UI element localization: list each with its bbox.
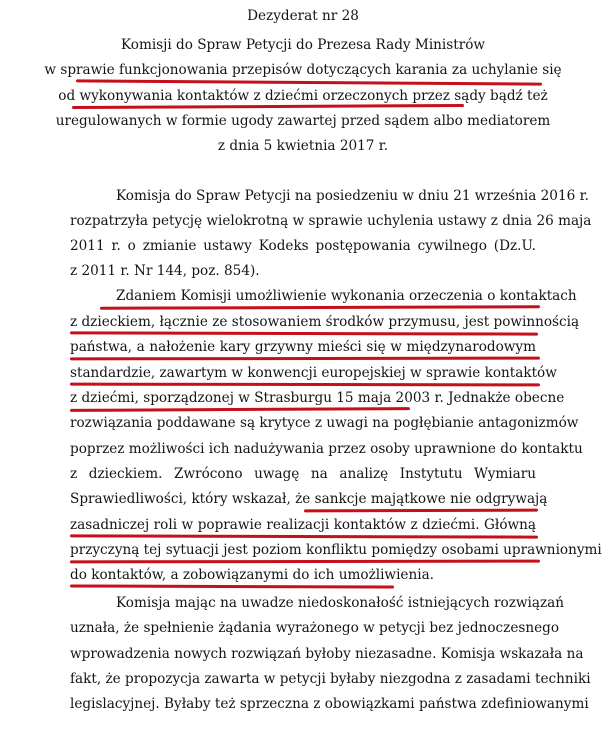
highlight-underline <box>70 560 540 564</box>
highlight-underline <box>70 383 540 387</box>
highlight-underline <box>304 509 538 513</box>
paragraph-line: poprzez możliwości ich nadużywania przez osoby uprawnione do kontaktu <box>70 441 583 457</box>
paragraph-line: Komisja do Spraw Petycji na posiedzeniu w dniu 21 września 2016 r. <box>116 188 589 204</box>
paragraph-line: standardzie, zawartym w konwencji europejskiej w sprawie kontaktów <box>70 365 557 381</box>
paragraph-line: 2011 r. o zmianie ustawy Kodeks postępowania cywilnego (Dz.U. <box>70 238 536 254</box>
paragraph-line: uznała, że spełnienie żądania wyrażonego w petycji bez jednoczesnego <box>70 620 560 636</box>
paragraph-line: z 2011 r. Nr 144, poz. 854). <box>70 263 260 279</box>
document-title: Dezyderat nr 28 <box>247 8 359 24</box>
paragraph-line: rozpatrzyła petycję wielokrotną w sprawie uchylenia ustawy z dnia 26 maja <box>70 213 592 229</box>
paragraph-line: z dziećmi, sporządzonej w Strasburgu 15 maja 2003 r. Jednakże obecne <box>70 390 565 406</box>
highlight-underline <box>70 407 410 412</box>
header-line: w sprawie funkcjonowania przepisów dotyczących karania za uchylanie się <box>44 62 562 78</box>
highlight-underline <box>100 305 540 310</box>
paragraph-line: Zdaniem Komisji umożliwienie wykonania orzeczenia o kontaktach <box>116 288 577 304</box>
highlight-underline <box>70 331 538 335</box>
highlight-underline <box>70 584 394 588</box>
highlight-underline <box>76 79 542 85</box>
paragraph-line: wprowadzenia nowych rozwiązań byłoby niezasadne. Komisja wskazała na <box>70 646 584 662</box>
header-line: uregulowanych w formie ugody zawartej przed sądem albo mediatorem <box>55 113 551 129</box>
highlight-underline <box>72 104 464 109</box>
header-line: z dnia 5 kwietnia 2017 r. <box>217 138 389 154</box>
header-line: od wykonywania kontaktów z dziećmi orzeczonych przez sądy bądź też <box>58 88 548 104</box>
paragraph-line: fakt, że propozycja zawarta w petycji byłaby niezgodna z zasadami techniki <box>70 671 591 687</box>
highlight-underline <box>70 534 538 538</box>
paragraph-line: rozwiązania poddawane są krytyce z uwagi na pogłębianie antagonizmów <box>70 415 579 431</box>
paragraph-line: z dzieckiem. Zwrócono uwagę na analizę Instytutu Wymiaru <box>70 466 536 482</box>
paragraph-line: z dzieckiem, łącznie ze stosowaniem środków przymusu, jest powinnością <box>70 314 580 330</box>
paragraph-line: do kontaktów, a zobowiązanymi do ich umożliwienia. <box>70 567 434 583</box>
paragraph-line: przyczyną tej sytuacji jest poziom konfliktu pomiędzy osobami uprawnionymi <box>70 542 602 558</box>
paragraph-line: legislacyjnej. Byłaby też sprzeczna z obowiązkami państwa zdefiniowanymi <box>70 696 589 712</box>
paragraph-line: Komisja mając na uwadze niedoskonałość istniejących rozwiązań <box>116 595 564 611</box>
paragraph-line: zasadniczej roli w poprawie realizacji kontaktów z dziećmi. Główną <box>70 517 536 533</box>
header-line: Komisji do Spraw Petycji do Prezesa Rady Ministrów <box>120 37 486 53</box>
paragraph-line: państwa, a nałożenie kary grzywny mieści się w międzynarodowym <box>70 339 536 355</box>
highlight-underline <box>70 357 540 361</box>
paragraph-line: Sprawiedliwości, który wskazał, że sankcje majątkowe nie odgrywają <box>70 491 548 507</box>
